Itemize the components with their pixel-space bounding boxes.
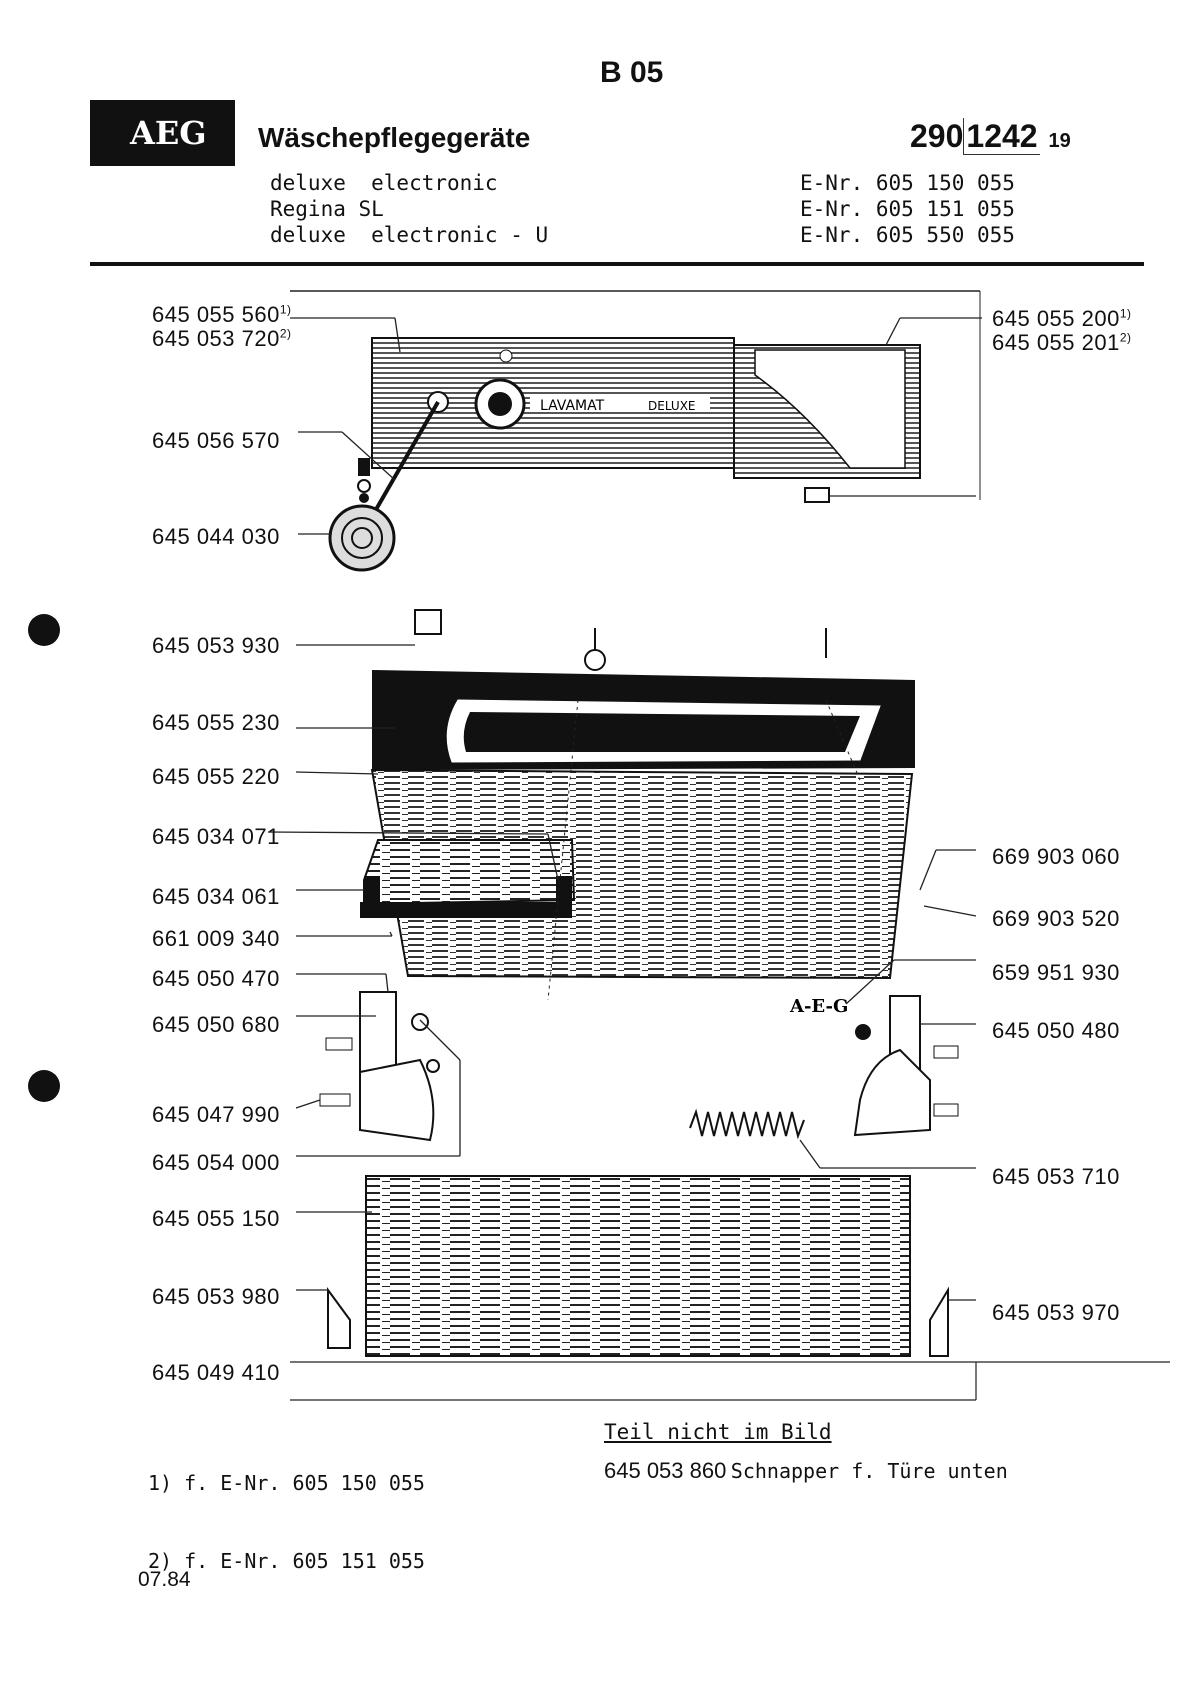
footnote: 2) f. E-Nr. 605 151 055 (148, 1549, 425, 1573)
section-code: B 05 (600, 56, 664, 89)
plinth-bracket-left (328, 1290, 350, 1348)
footnote: 1) f. E-Nr. 605 150 055 (148, 1471, 425, 1495)
part-number: 645 055 201$^{2)}$ (992, 330, 1132, 355)
door-logo-text: A-E-G (790, 996, 849, 1017)
part-number: 645 050 680 (152, 1012, 280, 1037)
left-hinge (320, 992, 439, 1140)
plinth-bracket-right (930, 1290, 948, 1356)
plinth-panel (366, 1176, 910, 1356)
part-number: 645 047 990 (152, 1102, 280, 1127)
doc-number-suffix: 19 (1048, 130, 1071, 152)
part-number: 645 034 071 (152, 824, 280, 849)
part-number: 645 055 230 (152, 710, 280, 735)
doc-number-box: 1242 (963, 118, 1039, 155)
control-panel-drawing (372, 338, 920, 478)
part-number: 645 053 930 (152, 633, 280, 658)
knob (330, 506, 394, 570)
model-name: deluxe electronic (270, 171, 498, 195)
door-clip (415, 610, 441, 634)
model-enr: E-Nr. 605 550 055 (800, 223, 1015, 247)
right-hinge (855, 996, 958, 1135)
part-number: 645 053 970 (992, 1300, 1120, 1325)
part-number: 645 049 410 (152, 1360, 280, 1385)
part-number: 645 053 720$^{2)}$ (152, 326, 292, 351)
part-number: 645 034 061 (152, 884, 280, 909)
model-enr: E-Nr. 605 151 055 (800, 197, 1015, 221)
part-number: 645 050 480 (992, 1018, 1120, 1043)
panel-model-text: DELUXE (648, 399, 696, 413)
not-shown-part-number: 645 053 860 (604, 1458, 727, 1483)
print-date: 07.84 (138, 1568, 191, 1591)
part-number: 659 951 930 (992, 960, 1120, 985)
model-name: deluxe electronic - U (270, 223, 549, 247)
model-enr: E-Nr. 605 150 055 (800, 171, 1015, 195)
not-shown-part (604, 1458, 1008, 1484)
category-title: Wäschepflegegeräte (258, 122, 531, 153)
part-number: 669 903 520 (992, 906, 1120, 931)
model-name: Regina SL (270, 197, 384, 221)
punch-hole (28, 614, 60, 646)
door-handle (364, 840, 574, 904)
part-number: 645 053 980 (152, 1284, 280, 1309)
part-number: 661 009 340 (152, 926, 280, 951)
not-shown-description: Schnapper f. Türe unten (730, 1459, 1008, 1483)
not-shown-heading: Teil nicht im Bild (604, 1420, 832, 1444)
part-number: 645 053 710 (992, 1164, 1120, 1189)
part-number: 645 055 200$^{1)}$ (992, 306, 1132, 331)
part-number: 645 050 470 (152, 966, 280, 991)
doc-number-main: 290 (910, 118, 964, 154)
part-number: 645 056 570 (152, 428, 280, 453)
punch-hole (28, 1070, 60, 1102)
spring (690, 1112, 804, 1136)
part-number: 645 055 150 (152, 1206, 280, 1231)
brand-logo-text: AEG (130, 114, 207, 152)
part-number: 645 055 220 (152, 764, 280, 789)
part-number: 669 903 060 (992, 844, 1120, 869)
part-number: 645 044 030 (152, 524, 280, 549)
part-number: 645 054 000 (152, 1150, 280, 1175)
panel-brand-text: LAVAMAT (540, 398, 605, 414)
part-number: 645 055 560$^{1)}$ (152, 302, 292, 327)
